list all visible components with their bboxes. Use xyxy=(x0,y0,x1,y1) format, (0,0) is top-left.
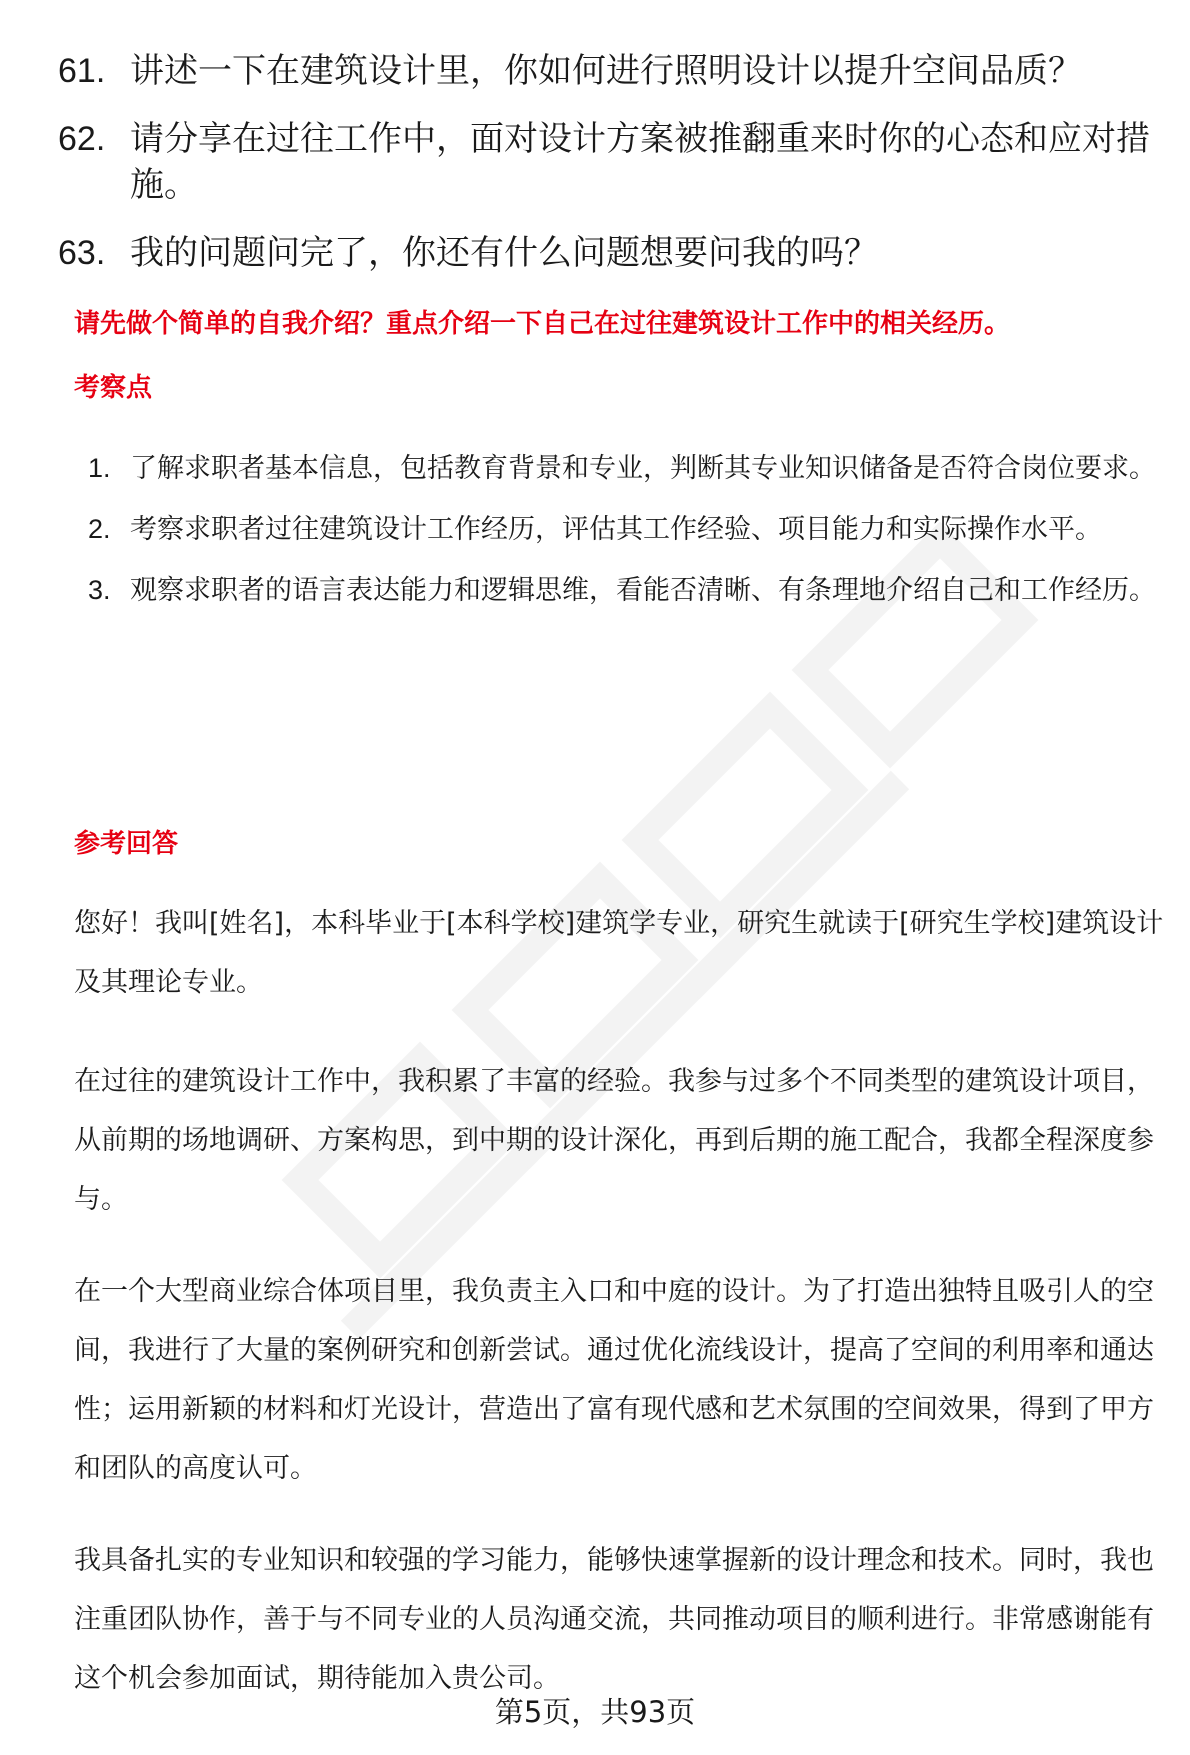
question-text: 我的问题问完了，你还有什么问题想要问我的吗？ xyxy=(130,233,878,273)
answer-paragraph: 在过往的建筑设计工作中，我积累了丰富的经验。我参与过多个不同类型的建筑设计项目，从前期的场地调研、方案构思，到中期的设计深化，再到后期的施工配合，我都全程深度参与。 xyxy=(74,1066,1154,1215)
question-item xyxy=(58,116,1158,208)
list-item xyxy=(88,560,1158,621)
answer-heading: 参考回答 xyxy=(74,829,179,859)
question-item xyxy=(58,230,1158,276)
list-item-number: 1. xyxy=(88,453,111,483)
list-item-number: 3. xyxy=(88,575,111,605)
assessment-list xyxy=(88,438,1158,621)
main-question-heading: 请先做个简单的自我介绍？重点介绍一下自己在过往建筑设计工作中的相关经历。 xyxy=(74,309,1011,339)
list-item-text: 了解求职者基本信息，包括教育背景和专业，判断其专业知识储备是否符合岗位要求。 xyxy=(130,453,1156,484)
assessment-heading: 考察点 xyxy=(74,373,153,403)
list-item-number: 2. xyxy=(88,514,111,544)
question-number: 62. xyxy=(58,120,106,158)
answer-paragraph: 您好！我叫[姓名]，本科毕业于[本科学校]建筑学专业，研究生就读于[研究生学校]建筑设计及其理论专业。 xyxy=(74,908,1164,998)
question-text: 讲述一下在建筑设计里，你如何进行照明设计以提升空间品质？ xyxy=(130,51,1082,91)
answer-paragraph: 我具备扎实的专业知识和较强的学习能力，能够快速掌握新的设计理念和技术。同时，我也注重团队协作，善于与不同专业的人员沟通交流，共同推动项目的顺利进行。非常感谢能有这个机会参加面试，期待能加入贵公司。 xyxy=(74,1545,1154,1694)
page-number: 第5页，共93页 xyxy=(494,1695,696,1729)
question-number: 63. xyxy=(58,234,106,272)
question-list xyxy=(58,48,1158,298)
list-item xyxy=(88,499,1158,560)
answer-paragraph: 在一个大型商业综合体项目里，我负责主入口和中庭的设计。为了打造出独特且吸引人的空间，我进行了大量的案例研究和创新尝试。通过优化流线设计，提高了空间的利用率和通达性；运用新颖的材料和灯光设计，营造出了富有现代感和艺术氛围的空间效果，得到了甲方和团队的高度认可。 xyxy=(74,1276,1154,1484)
question-number: 61. xyxy=(58,52,106,90)
list-item xyxy=(88,438,1158,499)
list-item-text: 考察求职者过往建筑设计工作经历，评估其工作经验、项目能力和实际操作水平。 xyxy=(130,514,1102,545)
question-text: 请分享在过往工作中，面对设计方案被推翻重来时你的心态和应对措施。 xyxy=(130,119,1150,205)
question-item xyxy=(58,48,1158,94)
list-item-text: 观察求职者的语言表达能力和逻辑思维，看能否清晰、有条理地介绍自己和工作经历。 xyxy=(130,575,1156,606)
